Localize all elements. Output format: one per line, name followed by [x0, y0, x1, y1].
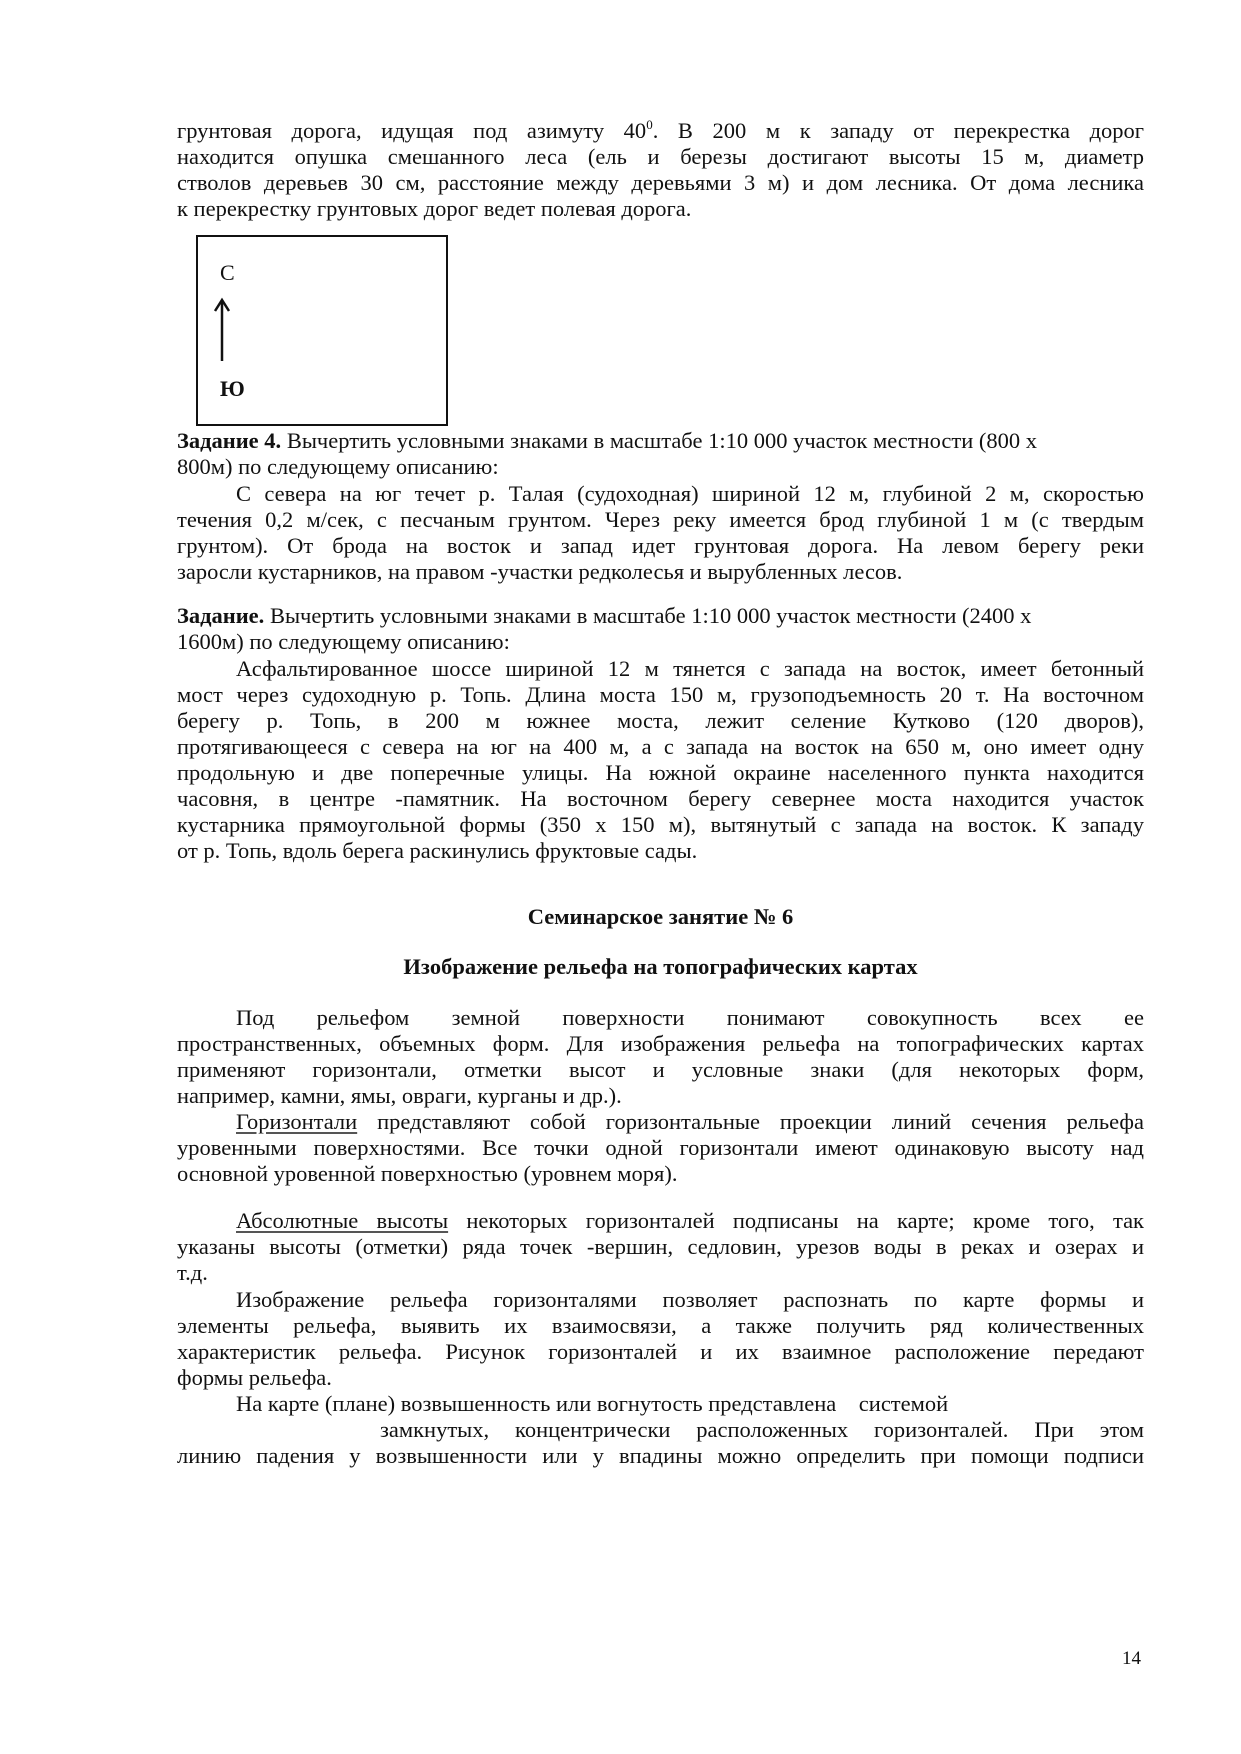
relief-p2-line: основной уровенной поверхностью (уровнем моря). [177, 1161, 678, 1186]
task4-body-line: заросли кустарников, на правом -участки редколесья и вырубленных лесов. [177, 559, 903, 584]
relief-p5-line-2: замкнутых, концентрически расположенных горизонталей. При этом [380, 1417, 1144, 1442]
north-label: С [220, 260, 235, 285]
task4-body-line: течения 0,2 м/сек, с песчаным грунтом. Через реку имеется брод глубиной 1 м (с твердым [177, 507, 1144, 532]
task5-body-line: берегу р. Топь, в 200 м южнее моста, лежит селение Кутково (120 дворов), [177, 708, 1144, 733]
south-label: Ю [220, 376, 245, 401]
relief-p1-line: например, камни, ямы, овраги, курганы и др.). [177, 1083, 622, 1108]
task5-line-1 [177, 603, 1144, 629]
relief-p2-line-1 [236, 1109, 1144, 1135]
task5-body-line: мост через судоходную р. Топь. Длина моста 150 м, грузоподъемность 20 т. На восточном [177, 682, 1144, 707]
intro-line-2: находится опушка смешанного леса (ель и березы достигают высоты 15 м, диаметр [177, 144, 1144, 169]
intro-text: грунтовая дорога, идущая под азимуту 40 [177, 118, 647, 143]
relief-p4-line: характеристик рельефа. Рисунок горизонталей и их взаимное расположение передают [177, 1339, 1144, 1364]
relief-p5-line-1: На карте (плане) возвышенность или вогнутость представлена системой [236, 1391, 949, 1416]
intro-line-3: стволов деревьев 30 см, расстояние между деревьями 3 м) и дом лесника. От дома лесника [177, 170, 1144, 195]
task5-body-line: Асфальтированное шоссе шириной 12 м тянется с запада на восток, имеет бетонный [236, 656, 1144, 681]
relief-p3-line: т.д. [177, 1260, 208, 1285]
task5-body-line: часовня, в центре -памятник. На восточном берегу севернее моста находится участок [177, 786, 1144, 811]
term-absolute-heights: Абсолютные высоты [236, 1208, 449, 1233]
relief-p5-line-3: линию падения у возвышенности или у впадины можно определить при помощи подписи [177, 1443, 1144, 1468]
page-number: 14 [1122, 1648, 1141, 1669]
relief-p4-line: элементы рельефа, выявить их взаимосвязи, а также получить ряд количественных [177, 1313, 1144, 1338]
relief-p3-line-1 [236, 1208, 1144, 1234]
intro-line-1 [177, 118, 1144, 144]
task5-title: Задание. [177, 603, 265, 628]
task5-line-2: 1600м) по следующему описанию: [177, 629, 510, 654]
relief-p3-line: указаны высоты (отметки) ряда точек -вершин, седловин, урезов воды в реках и озерах и [177, 1234, 1144, 1259]
task4-text: Вычертить условными знаками в масштабе 1:10 000 участок местности (800 х [281, 428, 1038, 453]
degree-superscript: 0 [646, 117, 653, 132]
term-horizontals: Горизонтали [236, 1109, 358, 1134]
task4-body-line: грунтом). От брода на восток и запад идет грунтовая дорога. На левом берегу реки [177, 533, 1144, 558]
task4-line-2: 800м) по следующему описанию: [177, 454, 499, 479]
relief-p1-line: Под рельефом земной поверхности понимают совокупность всех ее [236, 1005, 1144, 1030]
compass-diagram [196, 235, 448, 426]
relief-p4-line: формы рельефа. [177, 1365, 332, 1390]
seminar-subheading: Изображение рельефа на топографических картах [403, 954, 918, 979]
relief-p1-line: пространственных, объемных форм. Для изображения рельефа на топографических картах [177, 1031, 1144, 1056]
task5-body-line: протягивающееся с севера на юг на 400 м, а с запада на восток на 650 м, оно имеет одну [177, 734, 1144, 759]
relief-p1-line: применяют горизонтали, отметки высот и условные знаки (для некоторых форм, [177, 1057, 1144, 1082]
task5-body-line: продольную и две поперечные улицы. На южной окраине населенного пункта находится [177, 760, 1144, 785]
intro-line-4: к перекрестку грунтовых дорог ведет полевая дорога. [177, 196, 692, 221]
task4-line-1 [177, 428, 1144, 454]
seminar-heading: Семинарское занятие № 6 [527, 904, 794, 929]
task5-body-line: кустарника прямоугольной формы (350 х 150 м), вытянутый с запада на восток. К западу [177, 812, 1144, 837]
relief-p2-line: уровенными поверхностями. Все точки одной горизонтали имеют одинаковую высоту над [177, 1135, 1144, 1160]
task5-text: Вычертить условными знаками в масштабе 1:10 000 участок местности (2400 х [264, 603, 1032, 628]
relief-p4-line: Изображение рельефа горизонталями позволяет распознать по карте формы и [236, 1287, 1144, 1312]
relief-text: некоторых горизонталей подписаны на карте; кроме того, так [448, 1208, 1144, 1233]
task4-body-line: С севера на юг течет р. Талая (судоходная) шириной 12 м, глубиной 2 м, скоростью [236, 481, 1144, 506]
task4-title: Задание 4. [177, 428, 282, 453]
arrow-up-icon [212, 297, 232, 363]
task5-body-line: от р. Топь, вдоль берега раскинулись фруктовые сады. [177, 838, 698, 863]
intro-text: . В 200 м к западу от перекрестка дорог [652, 118, 1145, 143]
relief-text: представляют собой горизонтальные проекции линий сечения рельефа [357, 1109, 1144, 1134]
